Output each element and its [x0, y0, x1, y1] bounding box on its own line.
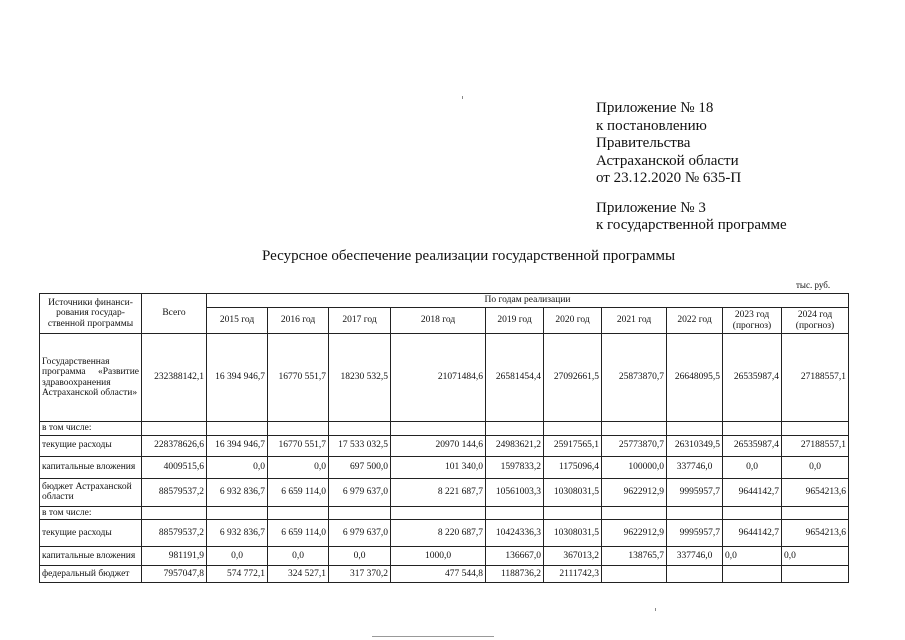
row-total: 7957047,8	[142, 566, 207, 583]
cell-value: 367013,2	[544, 547, 602, 566]
header-by-years: По годам реализации	[207, 294, 849, 308]
appendix-line: Правительства	[596, 135, 691, 151]
cell-value: 6 659 114,0	[268, 478, 329, 506]
cell-value: 10561003,3	[486, 478, 544, 506]
cell-value: 26535987,4	[723, 435, 782, 456]
cell-value: 0,0	[207, 547, 268, 566]
cell-value: 26535987,4	[723, 334, 782, 422]
cell-value	[723, 566, 782, 583]
cell-value: 10308031,5	[544, 478, 602, 506]
table-row	[40, 478, 849, 506]
appendix-line: Приложение № 18	[596, 100, 714, 116]
row-label: капитальные вложения	[40, 456, 142, 478]
table-row	[40, 547, 849, 566]
cell-value: 9995957,7	[667, 520, 723, 547]
header-year: 2019 год	[486, 308, 544, 334]
cell-value: 1188736,2	[486, 566, 544, 583]
cell-value: 9622912,9	[602, 478, 667, 506]
header-year: 2016 год	[268, 308, 329, 334]
scan-speck	[462, 96, 463, 99]
cell-value: 9654213,6	[782, 478, 849, 506]
header-year: 2023 год (прогноз)	[723, 308, 782, 334]
cell-value: 16770 551,7	[268, 334, 329, 422]
row-label: в том числе:	[40, 422, 142, 436]
cell-value: 25773870,7	[602, 435, 667, 456]
row-total: 88579537,2	[142, 478, 207, 506]
row-total: 228378626,6	[142, 435, 207, 456]
cell-value: 9622912,9	[602, 520, 667, 547]
row-label: в том числе:	[40, 506, 142, 520]
cell-value: 21071484,6	[391, 334, 486, 422]
header-year: 2020 год	[544, 308, 602, 334]
cell-value: 25873870,7	[602, 334, 667, 422]
cell-value: 26648095,5	[667, 334, 723, 422]
cell-value: 0,0	[207, 456, 268, 478]
cell-value: 0,0	[268, 547, 329, 566]
row-label: федеральный бюджет	[40, 566, 142, 583]
cell-value: 6 979 637,0	[329, 478, 391, 506]
row-total: 88579537,2	[142, 520, 207, 547]
cell-value: 574 772,1	[207, 566, 268, 583]
header-source: Источники финанси-рования государ-ственной программы	[40, 294, 142, 334]
cell-value: 8 220 687,7	[391, 520, 486, 547]
appendix-line: к постановлению	[596, 117, 707, 134]
cell-value: 26310349,5	[667, 435, 723, 456]
table-row	[40, 435, 849, 456]
cell-value: 6 979 637,0	[329, 520, 391, 547]
row-total: 981191,9	[142, 547, 207, 566]
cell-value: 24983621,2	[486, 435, 544, 456]
cell-value: 0,0	[723, 456, 782, 478]
row-label: Государственная программа «Развитие здравоохранения Астраханской области»	[40, 334, 142, 422]
cell-value: 337746,0	[667, 456, 723, 478]
header-year: 2015 год	[207, 308, 268, 334]
row-label: бюджет Астраханской области	[40, 478, 142, 506]
cell-value: 6 659 114,0	[268, 520, 329, 547]
header-year: 2022 год	[667, 308, 723, 334]
appendix-line: Приложение № 3	[596, 199, 706, 216]
table-row	[40, 422, 849, 436]
header-year: 2017 год	[329, 308, 391, 334]
header-year: 2018 год	[391, 308, 486, 334]
document-title: Ресурсное обеспечение реализации государственной программы	[262, 248, 676, 264]
cell-value: 26581454,4	[486, 334, 544, 422]
cell-value: 0,0	[782, 547, 849, 566]
cell-value: 1597833,2	[486, 456, 544, 478]
row-total: 4009515,6	[142, 456, 207, 478]
cell-value: 101 340,0	[391, 456, 486, 478]
cell-value: 18230 532,5	[329, 334, 391, 422]
cell-value	[602, 566, 667, 583]
scan-speck	[655, 608, 656, 611]
cell-value: 1175096,4	[544, 456, 602, 478]
cell-value: 16 394 946,7	[207, 334, 268, 422]
cell-value: 9995957,7	[667, 478, 723, 506]
unit-label: тыс. руб.	[796, 280, 831, 290]
cell-value: 27092661,5	[544, 334, 602, 422]
resource-table	[39, 293, 849, 583]
cell-value: 16770 551,7	[268, 435, 329, 456]
row-label: текущие расходы	[40, 520, 142, 547]
cell-value: 136667,0	[486, 547, 544, 566]
cell-value: 25917565,1	[544, 435, 602, 456]
cell-value: 27188557,1	[782, 334, 849, 422]
cell-value: 27188557,1	[782, 435, 849, 456]
cell-value: 10424336,3	[486, 520, 544, 547]
cell-value: 10308031,5	[544, 520, 602, 547]
table-row	[40, 566, 849, 583]
header-total: Всего	[142, 294, 207, 334]
cell-value: 100000,0	[602, 456, 667, 478]
cell-value: 9654213,6	[782, 520, 849, 547]
cell-value: 6 932 836,7	[207, 520, 268, 547]
cell-value: 8 221 687,7	[391, 478, 486, 506]
header-year: 2024 год (прогноз)	[782, 308, 849, 334]
cell-value: 17 533 032,5	[329, 435, 391, 456]
cell-value: 0,0	[782, 456, 849, 478]
table-row	[40, 506, 849, 520]
cell-value: 20970 144,6	[391, 435, 486, 456]
cell-value	[667, 566, 723, 583]
cell-value: 317 370,2	[329, 566, 391, 583]
cell-value: 0,0	[268, 456, 329, 478]
cell-value: 477 544,8	[391, 566, 486, 583]
cell-value: 697 500,0	[329, 456, 391, 478]
row-total: 232388142,1	[142, 334, 207, 422]
table-row	[40, 456, 849, 478]
cell-value: 0,0	[329, 547, 391, 566]
table-row	[40, 520, 849, 547]
row-label: капитальные вложения	[40, 547, 142, 566]
appendix-block	[596, 100, 787, 235]
cell-value: 9644142,7	[723, 478, 782, 506]
cell-value: 337746,0	[667, 547, 723, 566]
appendix-line: от 23.12.2020 № 635-П	[596, 170, 742, 186]
cell-value: 324 527,1	[268, 566, 329, 583]
appendix-line: к государственной программе	[596, 217, 787, 233]
cell-value: 1000,0	[391, 547, 486, 566]
cell-value	[782, 566, 849, 583]
row-label: текущие расходы	[40, 435, 142, 456]
cell-value: 6 932 836,7	[207, 478, 268, 506]
header-year: 2021 год	[602, 308, 667, 334]
cell-value: 138765,7	[602, 547, 667, 566]
cell-value: 0,0	[723, 547, 782, 566]
scan-line	[372, 636, 494, 637]
cell-value: 16 394 946,7	[207, 435, 268, 456]
table-row	[40, 334, 849, 422]
appendix-line: Астраханской области	[596, 152, 739, 169]
cell-value: 2111742,3	[544, 566, 602, 583]
cell-value: 9644142,7	[723, 520, 782, 547]
